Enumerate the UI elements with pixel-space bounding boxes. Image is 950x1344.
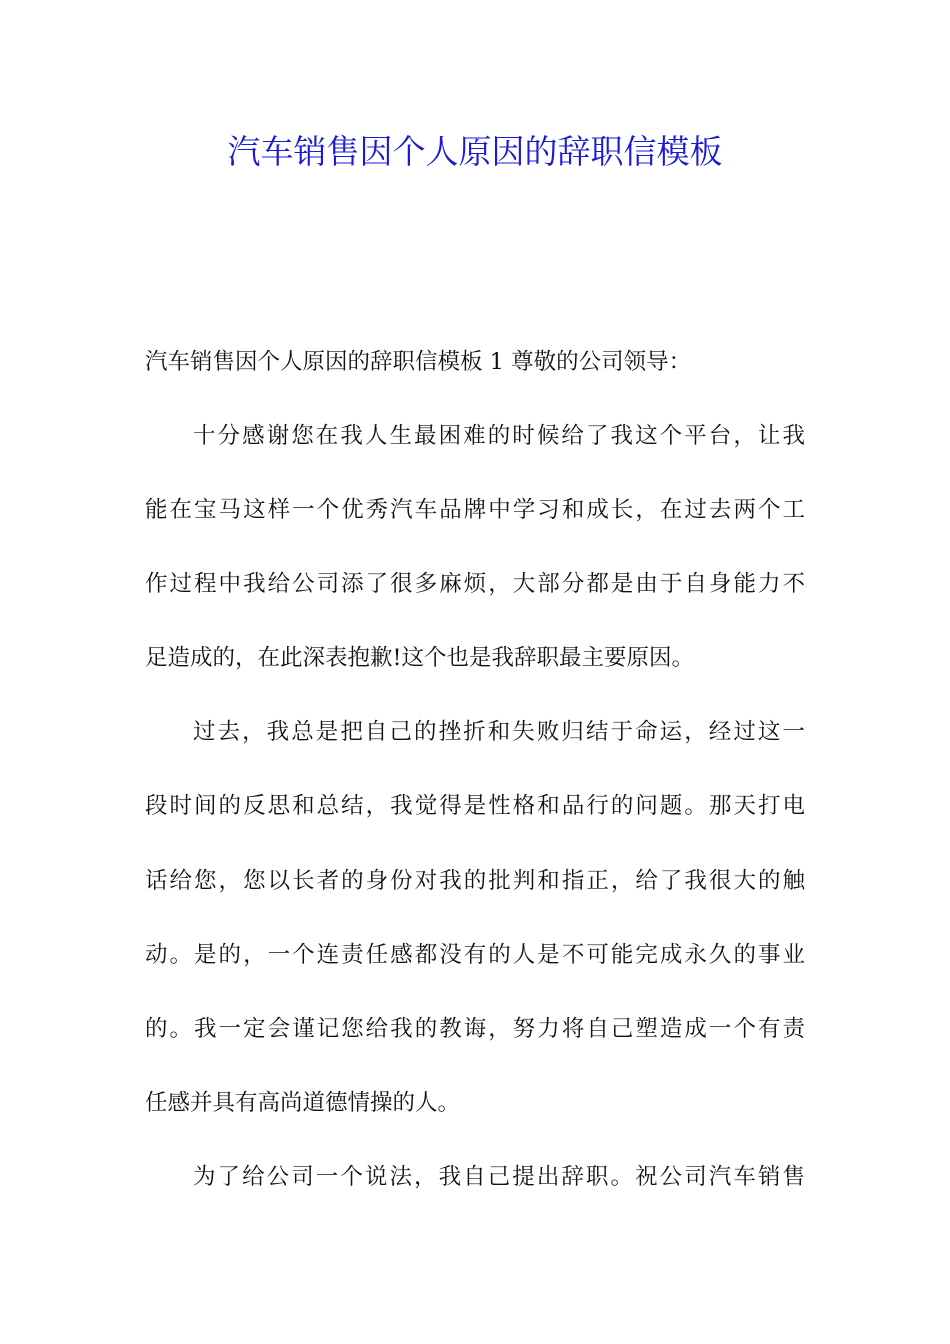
paragraph-2-line-3: 话给您，您以长者的身份对我的批判和指正，给了我很大的触: [145, 868, 805, 894]
paragraph-2-line-4: 动。是的，一个连责任感都没有的人是不可能完成永久的事业: [145, 942, 805, 968]
paragraph-1-line-2: 能在宝马这样一个优秀汽车品牌中学习和成长，在过去两个工: [145, 497, 805, 523]
paragraph-2-line-2: 段时间的反思和总结，我觉得是性格和品行的问题。那天打电: [145, 793, 805, 819]
salutation-line: 汽车销售因个人原因的辞职信模板 1 尊敬的公司领导：: [145, 349, 692, 375]
paragraph-2-line-5: 的。我一定会谨记您给我的教诲，努力将自己塑造成一个有责: [145, 1016, 805, 1042]
paragraph-1-line-4: 足造成的，在此深表抱歉!这个也是我辞职最主要原因。: [145, 645, 695, 671]
paragraph-2-line-6: 任感并具有高尚道德情操的人。: [145, 1090, 461, 1116]
paragraph-1-line-3: 作过程中我给公司添了很多麻烦，大部分都是由于自身能力不: [145, 571, 805, 597]
document-title: 汽车销售因个人原因的辞职信模板: [227, 132, 723, 171]
paragraph-1-line-1: 十分感谢您在我人生最困难的时候给了我这个平台，让我: [193, 423, 805, 449]
paragraph-3-line-1: 为了给公司一个说法，我自己提出辞职。祝公司汽车销售: [193, 1164, 805, 1190]
paragraph-2-line-1: 过去，我总是把自己的挫折和失败归结于命运，经过这一: [193, 719, 805, 745]
